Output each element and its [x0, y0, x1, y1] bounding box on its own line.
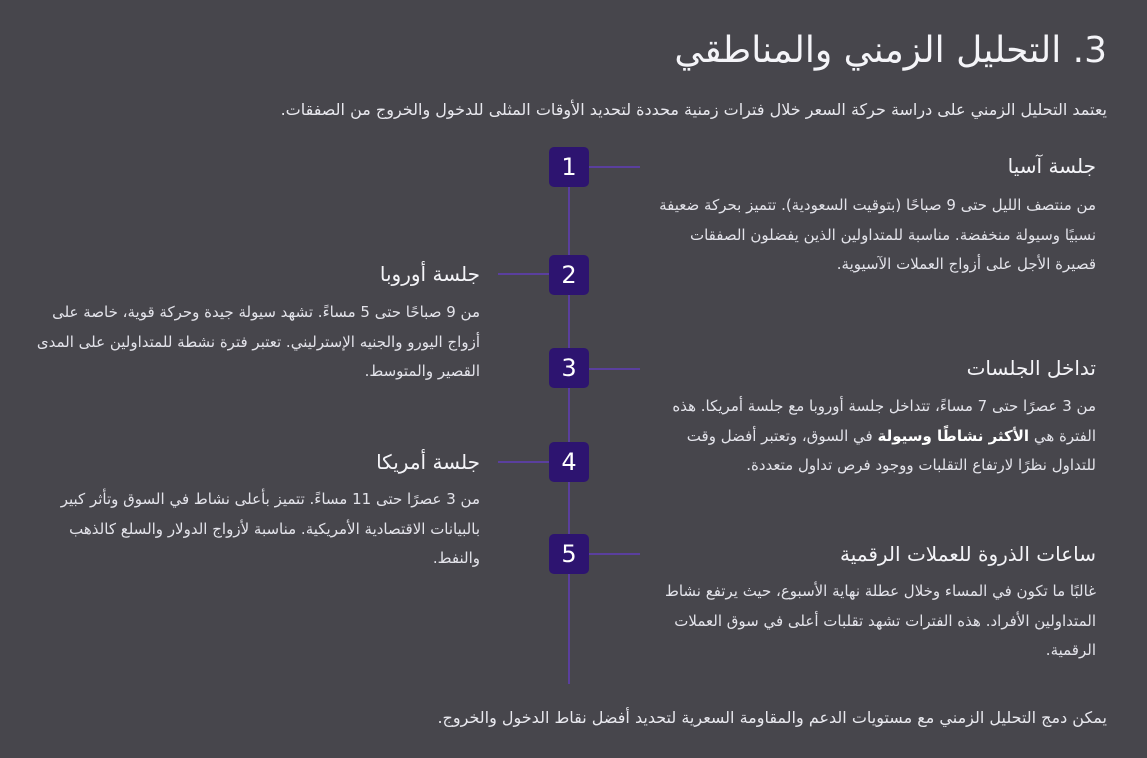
step-title-1: جلسة آسيا	[1007, 154, 1096, 178]
step-badge-3: 3	[549, 348, 589, 388]
step-badge-2: 2	[549, 255, 589, 295]
intro-paragraph: يعتمد التحليل الزمني على دراسة حركة السعر خلال فترات زمنية محددة لتحديد الأوقات المثلى للدخول والخروج من الصفقات.	[280, 100, 1107, 119]
step-title-2: جلسة أوروبا	[379, 262, 480, 286]
step-badge-4: 4	[549, 442, 589, 482]
step-3-description-emphasis: الأكثر نشاطًا وسيولة	[877, 426, 1030, 445]
step-badge-5: 5	[549, 534, 589, 574]
step-title-3: تداخل الجلسات	[966, 356, 1096, 380]
step-description-5: غالبًا ما تكون في المساء وخلال عطلة نهاية الأسبوع، حيث يرتفع نشاط المتداولين الأفراد. هذه الفترات تشهد تقلبات أعلى في سوق العملات الرقمية.	[664, 582, 1096, 659]
outro-paragraph: يمكن دمج التحليل الزمني مع مستويات الدعم والمقاومة السعرية لتحديد أفضل نقاط الدخول والخروج.	[437, 708, 1107, 727]
step-3-description-text: من 3 عصرًا حتى 7 مساءً، تتداخل جلسة أوروبا مع جلسة أمريكا. هذه الفترة هي	[672, 397, 1096, 445]
connector-5	[588, 553, 640, 555]
step-badge-1: 1	[549, 147, 589, 187]
step-3-description-text-end: في السوق، وتعتبر أفضل وقت للتداول نظرًا لارتفاع التقلبات ووجود فرص تداول متعددة.	[686, 426, 1096, 474]
connector-3	[588, 368, 640, 370]
step-title-5: ساعات الذروة للعملات الرقمية	[840, 542, 1096, 566]
step-description-2: من 9 صباحًا حتى 5 مساءً. تشهد سيولة جيدة وحركة قوية، خاصة على أزواج اليورو والجنيه الإسترليني. تعتبر فترة نشطة للمتداولين على المدى القصير والمتوسط.	[36, 303, 480, 380]
connector-1	[588, 166, 640, 168]
step-description-3	[656, 392, 1096, 481]
timeline-line	[568, 166, 570, 684]
connector-4	[498, 461, 550, 463]
connector-2	[498, 273, 550, 275]
step-description-4: من 3 عصرًا حتى 11 مساءً. تتميز بأعلى نشاط في السوق وتأثر كبير بالبيانات الاقتصادية الأمريكية. مناسبة لأزواج الدولار والسلع كالذهب والنفط.	[60, 490, 480, 567]
step-title-4: جلسة أمريكا	[376, 450, 480, 474]
page-title: 3. التحليل الزمني والمناطقي	[674, 30, 1107, 71]
step-description-1: من منتصف الليل حتى 9 صباحًا (بتوقيت السعودية). تتميز بحركة ضعيفة نسبيًا وسيولة منخفضة. مناسبة للمتداولين الذين يفضلون الصفقات قصيرة الأجل على أزواج العملات الآسيوية.	[659, 196, 1096, 273]
